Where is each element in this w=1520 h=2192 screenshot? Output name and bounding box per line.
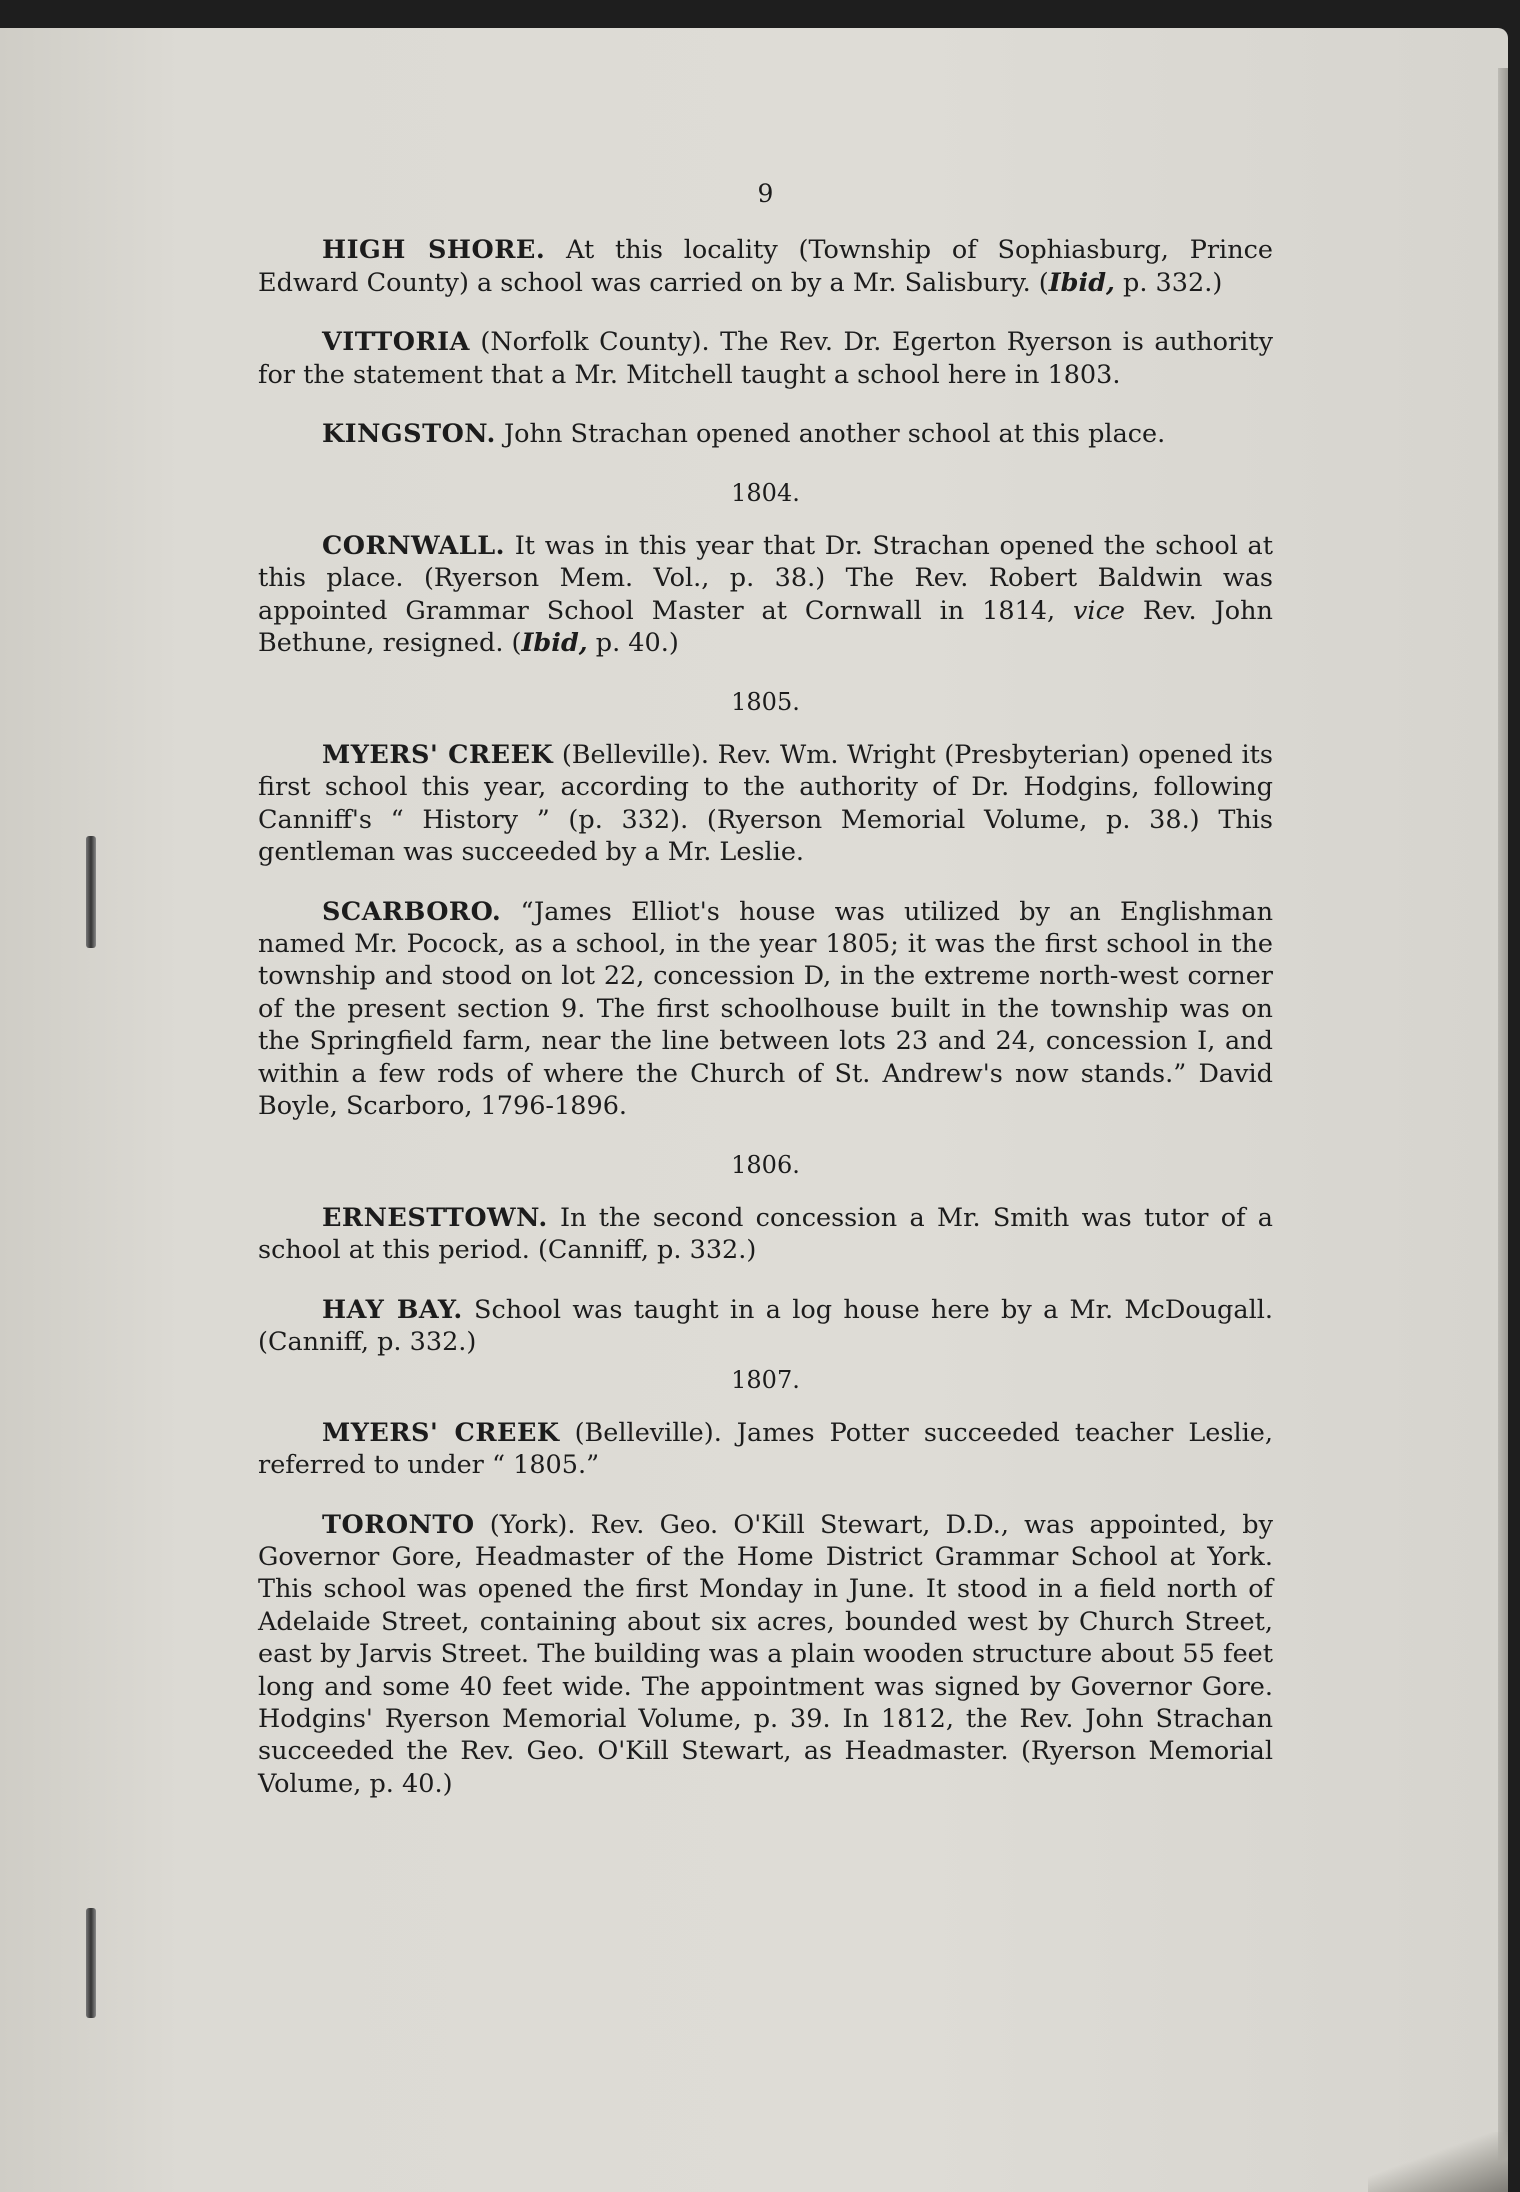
entry-heading: VITTORIA	[322, 327, 470, 358]
entry-ref: p. 40.)	[587, 628, 679, 659]
entry-ref-italic: Ibid,	[521, 628, 588, 659]
year-heading-1805: 1805.	[731, 688, 800, 717]
page-edge-shadow	[1498, 68, 1508, 2192]
entry-heading: ERNESTTOWN.	[322, 1202, 548, 1233]
entry-toronto	[258, 1509, 1273, 1801]
entry-myers-creek-1805	[258, 739, 1273, 869]
page-corner-fold	[1368, 2132, 1508, 2192]
year-heading-1804: 1804.	[731, 479, 800, 508]
entry-text: School was taught in a log house here by a Mr. McDougall. (Canniff, p. 332.)	[258, 1294, 1273, 1357]
entry-kingston	[258, 418, 1273, 450]
entry-ref: p. 332.)	[1114, 267, 1223, 298]
entry-high-shore	[258, 234, 1273, 299]
entry-vittoria	[258, 326, 1273, 391]
entry-ernesttown	[258, 1202, 1273, 1267]
entry-heading: SCARBORO.	[322, 896, 502, 927]
entry-heading: MYERS' CREEK	[322, 1417, 560, 1448]
entry-heading: TORONTO	[322, 1509, 475, 1540]
entry-text: In the second concession a Mr. Smith was tutor of a school at this period. (Canniff, p. 332.)	[258, 1202, 1273, 1266]
entry-text: It was in this year that Dr. Strachan opened the school at this place. (Ryerson Mem. Vol., p. 38.) The Rev. Robert Baldwin was appointed Grammar School Master at Cornwall in 1814,	[258, 530, 1273, 626]
entry-ref-italic: Ibid,	[1048, 267, 1115, 298]
binding-staple-mark	[86, 836, 96, 948]
entry-myers-creek-1807	[258, 1417, 1273, 1482]
entry-text-continued: Rev. John Bethune, resigned. (	[258, 595, 1273, 659]
book-page	[0, 28, 1508, 2192]
entry-heading: CORNWALL.	[322, 530, 506, 561]
entry-heading: HIGH SHORE.	[322, 235, 546, 266]
entry-text: (Belleville). Rev. Wm. Wright (Presbyterian) opened its first school this year, according to the authority of Dr. Hodgins, following Canniff's “ History ” (p. 332). (Ryerson Memorial Volume, p. 38.) This gentleman was succeeded by a Mr. Leslie.	[258, 739, 1273, 868]
entry-heading: MYERS' CREEK	[322, 739, 554, 770]
entry-vice-italic: vice	[1073, 595, 1125, 626]
entry-hay-bay	[258, 1294, 1273, 1359]
entry-heading: KINGSTON.	[322, 419, 496, 450]
entry-text: (Norfolk County). The Rev. Dr. Egerton Ryerson is authority for the statement that a Mr. Mitchell taught a school here in 1803.	[258, 327, 1273, 390]
page-text	[258, 178, 1273, 1827]
entry-heading: HAY BAY.	[322, 1294, 463, 1325]
entry-scarboro	[258, 896, 1273, 1123]
entry-text: “James Elliot's house was utilized by an Englishman named Mr. Pocock, as a school, in the year 1805; it was the first school in the township and stood on lot 22, concession D, in the extreme north-west corner of the present section 9. The first schoolhouse built in the township was on the Springfield farm, near the line between lots 23 and 24, concession I, and within a few rods of where the Church of St. Andrew's now stands.” David Boyle, Scarboro, 1796-1896.	[258, 896, 1273, 1121]
page-number: 9	[757, 179, 774, 208]
entry-text: John Strachan opened another school at this place.	[495, 419, 1166, 450]
entry-text: (Belleville). James Potter succeeded teacher Leslie, referred to under “ 1805.”	[258, 1417, 1273, 1481]
binding-staple-mark	[86, 1908, 96, 2018]
entry-cornwall	[258, 530, 1273, 660]
entry-text: (York). Rev. Geo. O'Kill Stewart, D.D., was appointed, by Governor Gore, Headmaster of the Home District Grammar School at York. This school was opened the first Monday in June. It stood in a field north of Adelaide Street, containing about six acres, bounded west by Church Street, east by Jarvis Street. The building was a plain wooden structure about 55 feet long and some 40 feet wide. The appointment was signed by Governor Gore. Hodgins' Ryerson Memorial Volume, p. 39. In 1812, the Rev. John Strachan succeeded the Rev. Geo. O'Kill Stewart, as Headmaster. (Ryerson Memorial Volume, p. 40.)	[258, 1509, 1273, 1799]
year-heading-1807: 1807.	[731, 1366, 800, 1395]
entry-text: At this locality (Township of Sophiasburg, Prince Edward County) a school was carried on by a Mr. Salisbury. (	[258, 235, 1273, 298]
year-heading-1806: 1806.	[731, 1151, 800, 1180]
